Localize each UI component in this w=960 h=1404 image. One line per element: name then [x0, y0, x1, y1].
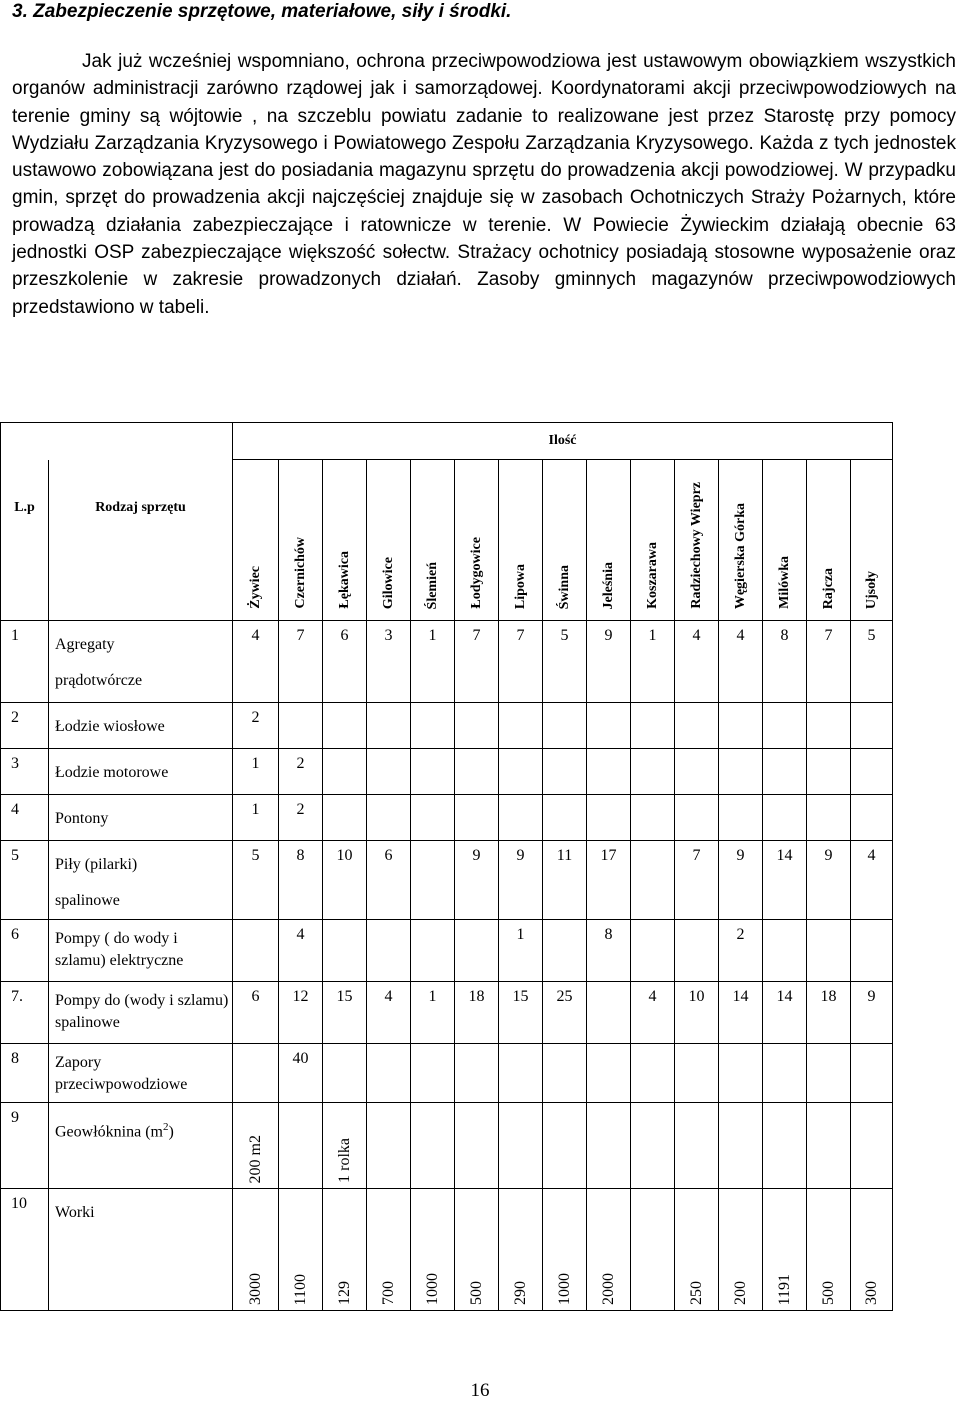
quantity-cell: 5: [233, 841, 279, 920]
quantity-cell: 4: [279, 920, 323, 982]
quantity-value: 200 m2: [246, 1134, 264, 1183]
table-row: [1, 1189, 893, 1311]
municipality-header: [587, 460, 631, 621]
table-row: [1, 621, 893, 703]
equipment-name: [49, 1044, 233, 1103]
quantity-cell: [323, 920, 367, 982]
quantity-cell: [411, 749, 455, 795]
municipality-header: [543, 460, 587, 621]
quantity-cell: [807, 749, 851, 795]
quantity-cell: [719, 1044, 763, 1103]
equipment-name-text: Łodzie motorowe: [55, 764, 169, 781]
municipality-header: [367, 460, 411, 621]
quantity-cell: [587, 982, 631, 1044]
quantity-cell: [807, 703, 851, 749]
row-number: 6: [1, 920, 49, 982]
quantity-cell: [455, 795, 499, 841]
municipality-label: Milówka: [776, 556, 792, 609]
quantity-cell: [587, 1189, 631, 1311]
quantity-cell: 9: [719, 841, 763, 920]
table-row: [1, 1044, 893, 1103]
quantity-value: 500: [467, 1281, 485, 1305]
quantity-cell: 40: [279, 1044, 323, 1103]
quantity-cell: [367, 920, 411, 982]
quantity-cell: [543, 920, 587, 982]
equipment-table: [0, 422, 893, 1311]
quantity-cell: 18: [455, 982, 499, 1044]
quantity-value: 1 rolka: [335, 1138, 353, 1183]
quantity-cell: [587, 749, 631, 795]
quantity-cell: [807, 1103, 851, 1189]
municipality-header: [499, 460, 543, 621]
equipment-name: [49, 703, 233, 749]
quantity-cell: [411, 703, 455, 749]
unit-superscript: 2: [162, 1121, 169, 1133]
row-number: 3: [1, 749, 49, 795]
quantity-cell: [675, 749, 719, 795]
quantity-cell: [851, 920, 893, 982]
quantity-cell: 4: [719, 621, 763, 703]
municipality-label: Rajcza: [820, 567, 836, 609]
quantity-value: 1100: [291, 1273, 309, 1305]
quantity-cell: [719, 1103, 763, 1189]
quantity-cell: [763, 920, 807, 982]
municipality-header: [719, 460, 763, 621]
municipality-label: Świnna: [556, 564, 572, 609]
quantity-cell: [367, 1044, 411, 1103]
quantity-cell: [675, 920, 719, 982]
quantity-cell: 7: [279, 621, 323, 703]
quantity-cell: 14: [763, 982, 807, 1044]
quantity-cell: [587, 703, 631, 749]
quantity-value: 290: [511, 1281, 529, 1305]
table-row: [1, 982, 893, 1044]
table-row: [1, 749, 893, 795]
quantity-cell: [323, 795, 367, 841]
quantity-cell: 9: [455, 841, 499, 920]
row-number: 7.: [1, 982, 49, 1044]
municipality-label: Ujsoły: [863, 570, 879, 609]
quantity-cell: [763, 1189, 807, 1311]
body-paragraph: [12, 48, 956, 321]
municipality-label: Czernichów: [292, 537, 308, 609]
quantity-value: 500: [819, 1281, 837, 1305]
quantity-cell: [543, 1044, 587, 1103]
quantity-cell: 7: [455, 621, 499, 703]
quantity-cell: [631, 1103, 675, 1189]
table-corner: [1, 423, 233, 460]
quantity-cell: [851, 1103, 893, 1189]
quantity-cell: [807, 1189, 851, 1311]
quantity-cell: [323, 1103, 367, 1189]
rodzaj-header: Rodzaj sprzętu: [49, 460, 233, 621]
equipment-name-text: Pompy do (wody i szlamu) spalinowe: [55, 992, 229, 1031]
quantity-cell: [719, 749, 763, 795]
quantity-cell: [543, 749, 587, 795]
quantity-cell: [455, 1103, 499, 1189]
quantity-cell: 10: [675, 982, 719, 1044]
quantity-cell: 15: [323, 982, 367, 1044]
municipality-label: Lipowa: [512, 563, 528, 609]
table-row: [1, 920, 893, 982]
equipment-name: [49, 1103, 233, 1189]
quantity-cell: [807, 1044, 851, 1103]
quantity-cell: [543, 703, 587, 749]
quantity-cell: [543, 1189, 587, 1311]
municipality-header: [631, 460, 675, 621]
quantity-cell: [631, 1044, 675, 1103]
quantity-cell: [499, 1189, 543, 1311]
quantity-cell: 4: [631, 982, 675, 1044]
quantity-cell: [807, 920, 851, 982]
quantity-cell: 15: [499, 982, 543, 1044]
ilosc-header: Ilość: [233, 423, 893, 460]
quantity-cell: [455, 920, 499, 982]
quantity-cell: [323, 1189, 367, 1311]
quantity-cell: [631, 841, 675, 920]
row-number: 10: [1, 1189, 49, 1311]
row-number: 8: [1, 1044, 49, 1103]
quantity-cell: 2: [279, 749, 323, 795]
equipment-name-line2: spalinowe: [55, 892, 120, 909]
quantity-cell: [455, 749, 499, 795]
quantity-cell: [763, 1103, 807, 1189]
quantity-cell: [367, 749, 411, 795]
quantity-cell: [323, 749, 367, 795]
quantity-cell: [631, 749, 675, 795]
municipality-header: [675, 460, 719, 621]
quantity-cell: 1: [499, 920, 543, 982]
quantity-cell: [851, 1189, 893, 1311]
quantity-cell: 9: [587, 621, 631, 703]
municipality-label: Koszarawa: [644, 542, 660, 609]
equipment-name-text: Łodzie wiosłowe: [55, 718, 165, 735]
quantity-cell: [763, 749, 807, 795]
quantity-cell: 14: [719, 982, 763, 1044]
municipality-label: Ślemień: [424, 561, 440, 609]
row-number: 9: [1, 1103, 49, 1189]
equipment-name: [49, 982, 233, 1044]
quantity-value: 1000: [423, 1273, 441, 1305]
municipality-header: [851, 460, 893, 621]
quantity-cell: [411, 841, 455, 920]
quantity-value: 200: [731, 1281, 749, 1305]
quantity-cell: [675, 1044, 719, 1103]
equipment-name: [49, 920, 233, 982]
quantity-cell: 4: [233, 621, 279, 703]
quantity-cell: [851, 795, 893, 841]
municipality-header: [411, 460, 455, 621]
equipment-name-text: Agregaty: [55, 636, 115, 653]
paragraph-text: Jak już wcześniej wspomniano, ochrona przeciwpowodziowa jest ustawowym obowiązkiem wszystkich organów administracji zarówno rządowej jak i samorządowej. Koordynatorami akcji przeciwpowodziowych na terenie gminy są wójtowie , na szczeblu powiatu zadanie to realizowane jest przez Starostę przy pomocy Wydziału Zarządzania Kryzysowego i Powiatowego Zespołu Zarządzania Kryzysowego. Każda z tych jednostek ustawowo zobowiązana jest do posiadania magazynu sprzętu do prowadzenia akcji powodziowej. W przypadku gmin, sprzęt do prowadzenia akcji najczęściej znajduje się w zasobach Ochotniczych Straży Pożarnych, które prowadzą działania zabezpieczające i ratownicze w terenie. W Powiecie Żywieckim działają obecnie 63 jednostki OSP zabezpieczające większość sołectw. Strażacy ochotnicy posiadają stosowne wyposażenie oraz przeszkolenie w zakresie prowadzonych działań. Zasoby gminnych magazynów przeciwpowodziowych przedstawiono w tabeli.: [12, 51, 956, 318]
quantity-cell: [587, 1044, 631, 1103]
quantity-cell: [455, 1044, 499, 1103]
quantity-cell: 4: [675, 621, 719, 703]
quantity-cell: [279, 1103, 323, 1189]
table-row: [1, 1103, 893, 1189]
quantity-value: 250: [687, 1281, 705, 1305]
quantity-cell: 3: [367, 621, 411, 703]
municipality-header: [807, 460, 851, 621]
quantity-cell: 1: [233, 749, 279, 795]
equipment-name: [49, 749, 233, 795]
quantity-cell: 1: [233, 795, 279, 841]
quantity-cell: [851, 703, 893, 749]
quantity-cell: 14: [763, 841, 807, 920]
quantity-cell: 10: [323, 841, 367, 920]
quantity-cell: 7: [499, 621, 543, 703]
equipment-name-end: ): [168, 1123, 174, 1141]
quantity-cell: [631, 1189, 675, 1311]
quantity-cell: [587, 795, 631, 841]
quantity-cell: [411, 1189, 455, 1311]
quantity-cell: 18: [807, 982, 851, 1044]
municipality-label: Łękawica: [336, 551, 352, 609]
quantity-value: 2000: [599, 1273, 617, 1305]
quantity-cell: [411, 1103, 455, 1189]
quantity-cell: 6: [233, 982, 279, 1044]
quantity-cell: [499, 795, 543, 841]
quantity-cell: 9: [851, 982, 893, 1044]
quantity-cell: 9: [807, 841, 851, 920]
table-row: [1, 841, 893, 920]
equipment-name-line2: prądotwórcze: [55, 672, 143, 689]
municipality-header: [323, 460, 367, 621]
quantity-cell: [367, 703, 411, 749]
municipality-label: Gilowice: [380, 556, 396, 609]
quantity-cell: [631, 795, 675, 841]
quantity-cell: [719, 703, 763, 749]
quantity-cell: [411, 920, 455, 982]
quantity-cell: [411, 1044, 455, 1103]
quantity-cell: [851, 1044, 893, 1103]
quantity-cell: [367, 1103, 411, 1189]
row-number: 1: [1, 621, 49, 703]
equipment-name-text: Pontony: [55, 810, 109, 827]
quantity-cell: [233, 1044, 279, 1103]
municipality-label: Jeleśnia: [600, 561, 616, 609]
quantity-cell: 17: [587, 841, 631, 920]
municipality-header: [233, 460, 279, 621]
quantity-cell: 8: [763, 621, 807, 703]
quantity-cell: [543, 1103, 587, 1189]
quantity-cell: [455, 703, 499, 749]
quantity-cell: [279, 1189, 323, 1311]
quantity-cell: [719, 795, 763, 841]
quantity-cell: [233, 920, 279, 982]
page-number: 16: [470, 1380, 490, 1401]
row-number: 2: [1, 703, 49, 749]
lp-header: L.p: [1, 460, 49, 621]
quantity-cell: [763, 1044, 807, 1103]
municipality-label: Żywiec: [247, 566, 263, 609]
quantity-value: 3000: [246, 1273, 264, 1305]
quantity-cell: 7: [675, 841, 719, 920]
quantity-cell: 1: [411, 621, 455, 703]
quantity-cell: 6: [367, 841, 411, 920]
municipality-header: [279, 460, 323, 621]
quantity-cell: 1: [411, 982, 455, 1044]
equipment-name-text: Worki: [55, 1204, 95, 1221]
quantity-value: 300: [862, 1281, 880, 1305]
municipality-label: Radziechowy Wieprz: [688, 482, 704, 609]
quantity-cell: [499, 1044, 543, 1103]
quantity-cell: [675, 703, 719, 749]
quantity-cell: 12: [279, 982, 323, 1044]
quantity-cell: [233, 1189, 279, 1311]
quantity-cell: 25: [543, 982, 587, 1044]
equipment-name: [49, 1189, 233, 1311]
quantity-cell: [367, 1189, 411, 1311]
quantity-cell: [763, 703, 807, 749]
quantity-cell: [411, 795, 455, 841]
quantity-cell: [631, 920, 675, 982]
equipment-name: [49, 795, 233, 841]
quantity-cell: 5: [851, 621, 893, 703]
equipment-name: [49, 621, 233, 703]
quantity-cell: 7: [807, 621, 851, 703]
section-heading: 3. Zabezpieczenie sprzętowe, materiałowe, siły i środki.: [12, 1, 512, 22]
quantity-cell: [631, 703, 675, 749]
quantity-cell: [851, 749, 893, 795]
quantity-cell: 9: [499, 841, 543, 920]
quantity-cell: [675, 795, 719, 841]
quantity-cell: [763, 795, 807, 841]
quantity-cell: 8: [587, 920, 631, 982]
equipment-name-text: Geowłóknina (m: [55, 1123, 163, 1141]
quantity-cell: [807, 795, 851, 841]
quantity-cell: 1: [631, 621, 675, 703]
quantity-value: 129: [335, 1281, 353, 1305]
quantity-cell: [499, 1103, 543, 1189]
row-number: 4: [1, 795, 49, 841]
quantity-cell: 4: [367, 982, 411, 1044]
municipality-header: [455, 460, 499, 621]
quantity-cell: [675, 1103, 719, 1189]
quantity-cell: 4: [851, 841, 893, 920]
quantity-value: 1191: [775, 1273, 793, 1305]
quantity-cell: 6: [323, 621, 367, 703]
municipality-header: [763, 460, 807, 621]
equipment-name-text: Pompy ( do wody i szlamu) elektryczne: [55, 930, 184, 969]
quantity-cell: [323, 1044, 367, 1103]
equipment-name: [49, 841, 233, 920]
table-row: [1, 795, 893, 841]
quantity-cell: [499, 703, 543, 749]
quantity-cell: [675, 1189, 719, 1311]
quantity-value: 1000: [555, 1273, 573, 1305]
quantity-cell: [543, 795, 587, 841]
municipality-label: Węgierska Górka: [732, 502, 748, 609]
quantity-cell: [587, 1103, 631, 1189]
equipment-name-text: Piły (pilarki): [55, 856, 138, 873]
table-row: [1, 703, 893, 749]
quantity-cell: [233, 1103, 279, 1189]
quantity-cell: [455, 1189, 499, 1311]
quantity-cell: 11: [543, 841, 587, 920]
quantity-cell: 8: [279, 841, 323, 920]
quantity-cell: 2: [233, 703, 279, 749]
quantity-cell: [279, 703, 323, 749]
quantity-cell: [367, 795, 411, 841]
quantity-cell: [499, 749, 543, 795]
quantity-value: 700: [379, 1281, 397, 1305]
quantity-cell: [719, 1189, 763, 1311]
quantity-cell: [323, 703, 367, 749]
quantity-cell: 5: [543, 621, 587, 703]
quantity-cell: 2: [279, 795, 323, 841]
quantity-cell: 2: [719, 920, 763, 982]
row-number: 5: [1, 841, 49, 920]
equipment-name-text: Zapory przeciwpowodziowe: [55, 1054, 188, 1093]
municipality-label: Łodygowice: [468, 537, 484, 609]
